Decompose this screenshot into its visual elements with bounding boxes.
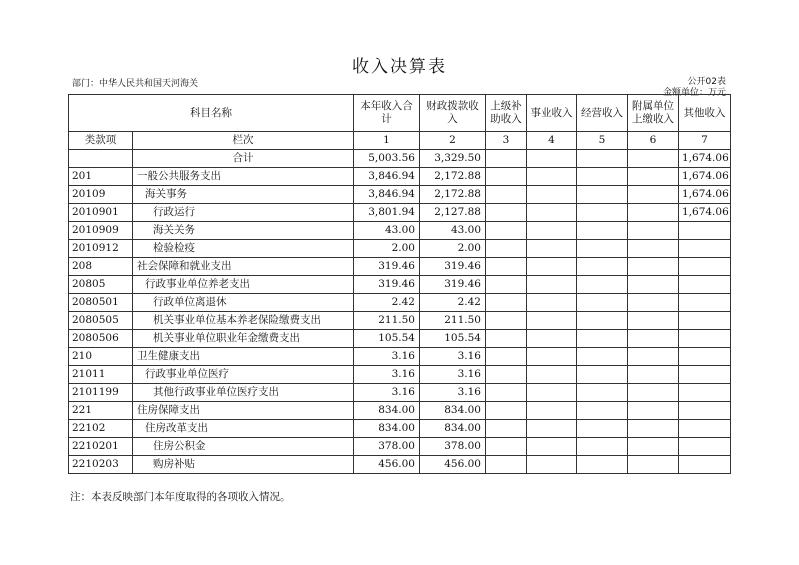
row-business: [527, 276, 577, 294]
row-code: 2010909: [69, 222, 133, 240]
row-operating: [577, 168, 628, 186]
col-index-4: 4: [527, 132, 577, 150]
row-affiliated: [628, 240, 679, 258]
footnote: 注：本表反映部门本年度取得的各项收入情况。: [70, 491, 291, 503]
total-label: 合计: [133, 150, 354, 168]
table-row: [69, 420, 731, 438]
table-row: [69, 402, 731, 420]
row-business: [527, 294, 577, 312]
row-fiscal: 3.16: [420, 366, 486, 384]
table-row: [69, 384, 731, 402]
row-code: 2101199: [69, 384, 133, 402]
row-other: [679, 294, 731, 312]
row-superior-subsidy: [486, 330, 527, 348]
row-business: [527, 384, 577, 402]
row-fiscal: 2,127.88: [420, 204, 486, 222]
row-fiscal: 378.00: [420, 438, 486, 456]
row-operating: [577, 258, 628, 276]
row-name: 海关事务: [133, 186, 354, 204]
row-name: 海关关务: [133, 222, 354, 240]
row-operating: [577, 384, 628, 402]
row-total: 3,846.94: [354, 168, 420, 186]
row-code: 21011: [69, 366, 133, 384]
row-superior-subsidy: [486, 294, 527, 312]
col-index-label: 栏次: [133, 132, 354, 150]
row-fiscal: 2,172.88: [420, 168, 486, 186]
row-other: [679, 366, 731, 384]
row-affiliated: [628, 294, 679, 312]
row-other: 1,674.06: [679, 168, 731, 186]
row-total: 3.16: [354, 348, 420, 366]
page-title: 收入决算表: [352, 57, 447, 77]
row-affiliated: [628, 186, 679, 204]
col-index-1: 1: [354, 132, 420, 150]
row-other: [679, 258, 731, 276]
form-code: 公开02表: [687, 77, 726, 87]
col-business: 事业收入: [527, 95, 577, 132]
row-superior-subsidy: [486, 438, 527, 456]
row-total: 319.46: [354, 258, 420, 276]
row-superior-subsidy: [486, 312, 527, 330]
table-row: [69, 222, 731, 240]
row-code: 2210203: [69, 456, 133, 474]
row-code: 2080506: [69, 330, 133, 348]
row-superior-subsidy: [486, 276, 527, 294]
row-superior-subsidy: [486, 258, 527, 276]
row-fiscal: 43.00: [420, 222, 486, 240]
row-code: 201: [69, 168, 133, 186]
total-fiscal: 3,329.50: [420, 150, 486, 168]
row-name: 社会保障和就业支出: [133, 258, 354, 276]
row-other: 1,674.06: [679, 186, 731, 204]
row-code: 2010901: [69, 204, 133, 222]
row-business: [527, 258, 577, 276]
row-business: [527, 348, 577, 366]
col-other: 其他收入: [679, 95, 731, 132]
table-row: [69, 204, 731, 222]
row-code: 2080501: [69, 294, 133, 312]
row-affiliated: [628, 456, 679, 474]
row-code: 22102: [69, 420, 133, 438]
row-other: [679, 384, 731, 402]
row-affiliated: [628, 222, 679, 240]
col-index-6: 6: [628, 132, 679, 150]
row-name: 行政事业单位养老支出: [133, 276, 354, 294]
row-fiscal: 211.50: [420, 312, 486, 330]
row-affiliated: [628, 384, 679, 402]
row-total: 378.00: [354, 438, 420, 456]
row-total: 456.00: [354, 456, 420, 474]
row-fiscal: 3.16: [420, 348, 486, 366]
row-operating: [577, 456, 628, 474]
income-table: [68, 94, 731, 474]
row-name: 一般公共服务支出: [133, 168, 354, 186]
row-business: [527, 438, 577, 456]
row-affiliated: [628, 366, 679, 384]
row-other: [679, 312, 731, 330]
row-code: 2010912: [69, 240, 133, 258]
row-other: [679, 240, 731, 258]
row-fiscal: 2.42: [420, 294, 486, 312]
row-other: [679, 402, 731, 420]
row-affiliated: [628, 402, 679, 420]
row-name: 行政事业单位医疗: [133, 366, 354, 384]
row-fiscal: 456.00: [420, 456, 486, 474]
row-superior-subsidy: [486, 204, 527, 222]
row-superior-subsidy: [486, 168, 527, 186]
row-business: [527, 222, 577, 240]
row-name: 机关事业单位基本养老保险缴费支出: [133, 312, 354, 330]
row-affiliated: [628, 348, 679, 366]
row-name: 行政运行: [133, 204, 354, 222]
row-other: 1,674.06: [679, 204, 731, 222]
row-code: 221: [69, 402, 133, 420]
row-name: 住房改革支出: [133, 420, 354, 438]
code-label: 类款项: [69, 132, 133, 150]
row-affiliated: [628, 420, 679, 438]
table-row: [69, 312, 731, 330]
row-affiliated: [628, 258, 679, 276]
row-business: [527, 240, 577, 258]
row-total: 43.00: [354, 222, 420, 240]
row-total: 3,846.94: [354, 186, 420, 204]
row-business: [527, 204, 577, 222]
row-superior-subsidy: [486, 456, 527, 474]
row-business: [527, 420, 577, 438]
col-superior-subsidy: 上级补助收入: [486, 95, 527, 132]
table-row: [69, 348, 731, 366]
row-name: 机关事业单位职业年金缴费支出: [133, 330, 354, 348]
row-name: 卫生健康支出: [133, 348, 354, 366]
row-superior-subsidy: [486, 240, 527, 258]
row-other: [679, 222, 731, 240]
row-total: 3,801.94: [354, 204, 420, 222]
row-fiscal: 2,172.88: [420, 186, 486, 204]
table-row: [69, 168, 731, 186]
col-subject: 科目名称: [69, 95, 354, 132]
col-affiliated: 附属单位上缴收入: [628, 95, 679, 132]
row-affiliated: [628, 438, 679, 456]
table-row: [69, 240, 731, 258]
row-total: 319.46: [354, 276, 420, 294]
col-index-3: 3: [486, 132, 527, 150]
row-total: 834.00: [354, 402, 420, 420]
table-row: [69, 330, 731, 348]
row-operating: [577, 330, 628, 348]
row-total: 3.16: [354, 384, 420, 402]
row-code: 208: [69, 258, 133, 276]
row-superior-subsidy: [486, 366, 527, 384]
row-name: 购房补贴: [133, 456, 354, 474]
row-fiscal: 3.16: [420, 384, 486, 402]
row-superior-subsidy: [486, 384, 527, 402]
row-other: [679, 456, 731, 474]
row-operating: [577, 402, 628, 420]
row-business: [527, 402, 577, 420]
row-operating: [577, 204, 628, 222]
row-fiscal: 319.46: [420, 276, 486, 294]
table-row: [69, 438, 731, 456]
table-row: [69, 186, 731, 204]
row-total: 2.00: [354, 240, 420, 258]
table-row: [69, 294, 731, 312]
row-name: 行政单位离退休: [133, 294, 354, 312]
row-business: [527, 456, 577, 474]
row-superior-subsidy: [486, 348, 527, 366]
row-name: 其他行政事业单位医疗支出: [133, 384, 354, 402]
row-superior-subsidy: [486, 222, 527, 240]
row-total: 2.42: [354, 294, 420, 312]
table-row: [69, 258, 731, 276]
department-label: 部门：中华人民共和国天河海关: [72, 79, 199, 89]
row-code: 210: [69, 348, 133, 366]
row-fiscal: 319.46: [420, 258, 486, 276]
row-other: [679, 348, 731, 366]
row-total: 3.16: [354, 366, 420, 384]
index-row: [69, 132, 731, 150]
table-row: [69, 456, 731, 474]
total-other: 1,674.06: [679, 150, 731, 168]
amount-unit: 金额单位：万元: [662, 88, 726, 98]
row-operating: [577, 312, 628, 330]
row-superior-subsidy: [486, 186, 527, 204]
col-index-7: 7: [679, 132, 731, 150]
row-affiliated: [628, 168, 679, 186]
row-operating: [577, 240, 628, 258]
row-code: 20109: [69, 186, 133, 204]
row-business: [527, 186, 577, 204]
row-code: 2210201: [69, 438, 133, 456]
header-row: [69, 95, 731, 132]
row-fiscal: 834.00: [420, 420, 486, 438]
row-fiscal: 105.54: [420, 330, 486, 348]
row-other: [679, 420, 731, 438]
total-amount: 5,003.56: [354, 150, 420, 168]
row-operating: [577, 420, 628, 438]
row-name: 检验检疫: [133, 240, 354, 258]
row-total: 211.50: [354, 312, 420, 330]
row-operating: [577, 186, 628, 204]
col-total: 本年收入合计: [354, 95, 420, 132]
row-other: [679, 330, 731, 348]
row-fiscal: 2.00: [420, 240, 486, 258]
row-operating: [577, 438, 628, 456]
col-index-5: 5: [577, 132, 628, 150]
row-business: [527, 366, 577, 384]
col-fiscal: 财政拨款收入: [420, 95, 486, 132]
table-row: [69, 366, 731, 384]
col-operating: 经营收入: [577, 95, 628, 132]
row-operating: [577, 276, 628, 294]
row-name: 住房保障支出: [133, 402, 354, 420]
row-operating: [577, 366, 628, 384]
row-business: [527, 168, 577, 186]
row-total: 105.54: [354, 330, 420, 348]
row-code: 20805: [69, 276, 133, 294]
row-other: [679, 438, 731, 456]
row-superior-subsidy: [486, 402, 527, 420]
row-name: 住房公积金: [133, 438, 354, 456]
total-row: [69, 150, 731, 168]
row-affiliated: [628, 330, 679, 348]
row-other: [679, 276, 731, 294]
table-row: [69, 276, 731, 294]
col-index-2: 2: [420, 132, 486, 150]
row-affiliated: [628, 204, 679, 222]
row-superior-subsidy: [486, 420, 527, 438]
row-code: 2080505: [69, 312, 133, 330]
row-fiscal: 834.00: [420, 402, 486, 420]
row-affiliated: [628, 276, 679, 294]
row-business: [527, 330, 577, 348]
row-operating: [577, 348, 628, 366]
row-operating: [577, 222, 628, 240]
row-operating: [577, 294, 628, 312]
row-total: 834.00: [354, 420, 420, 438]
row-business: [527, 312, 577, 330]
row-affiliated: [628, 312, 679, 330]
